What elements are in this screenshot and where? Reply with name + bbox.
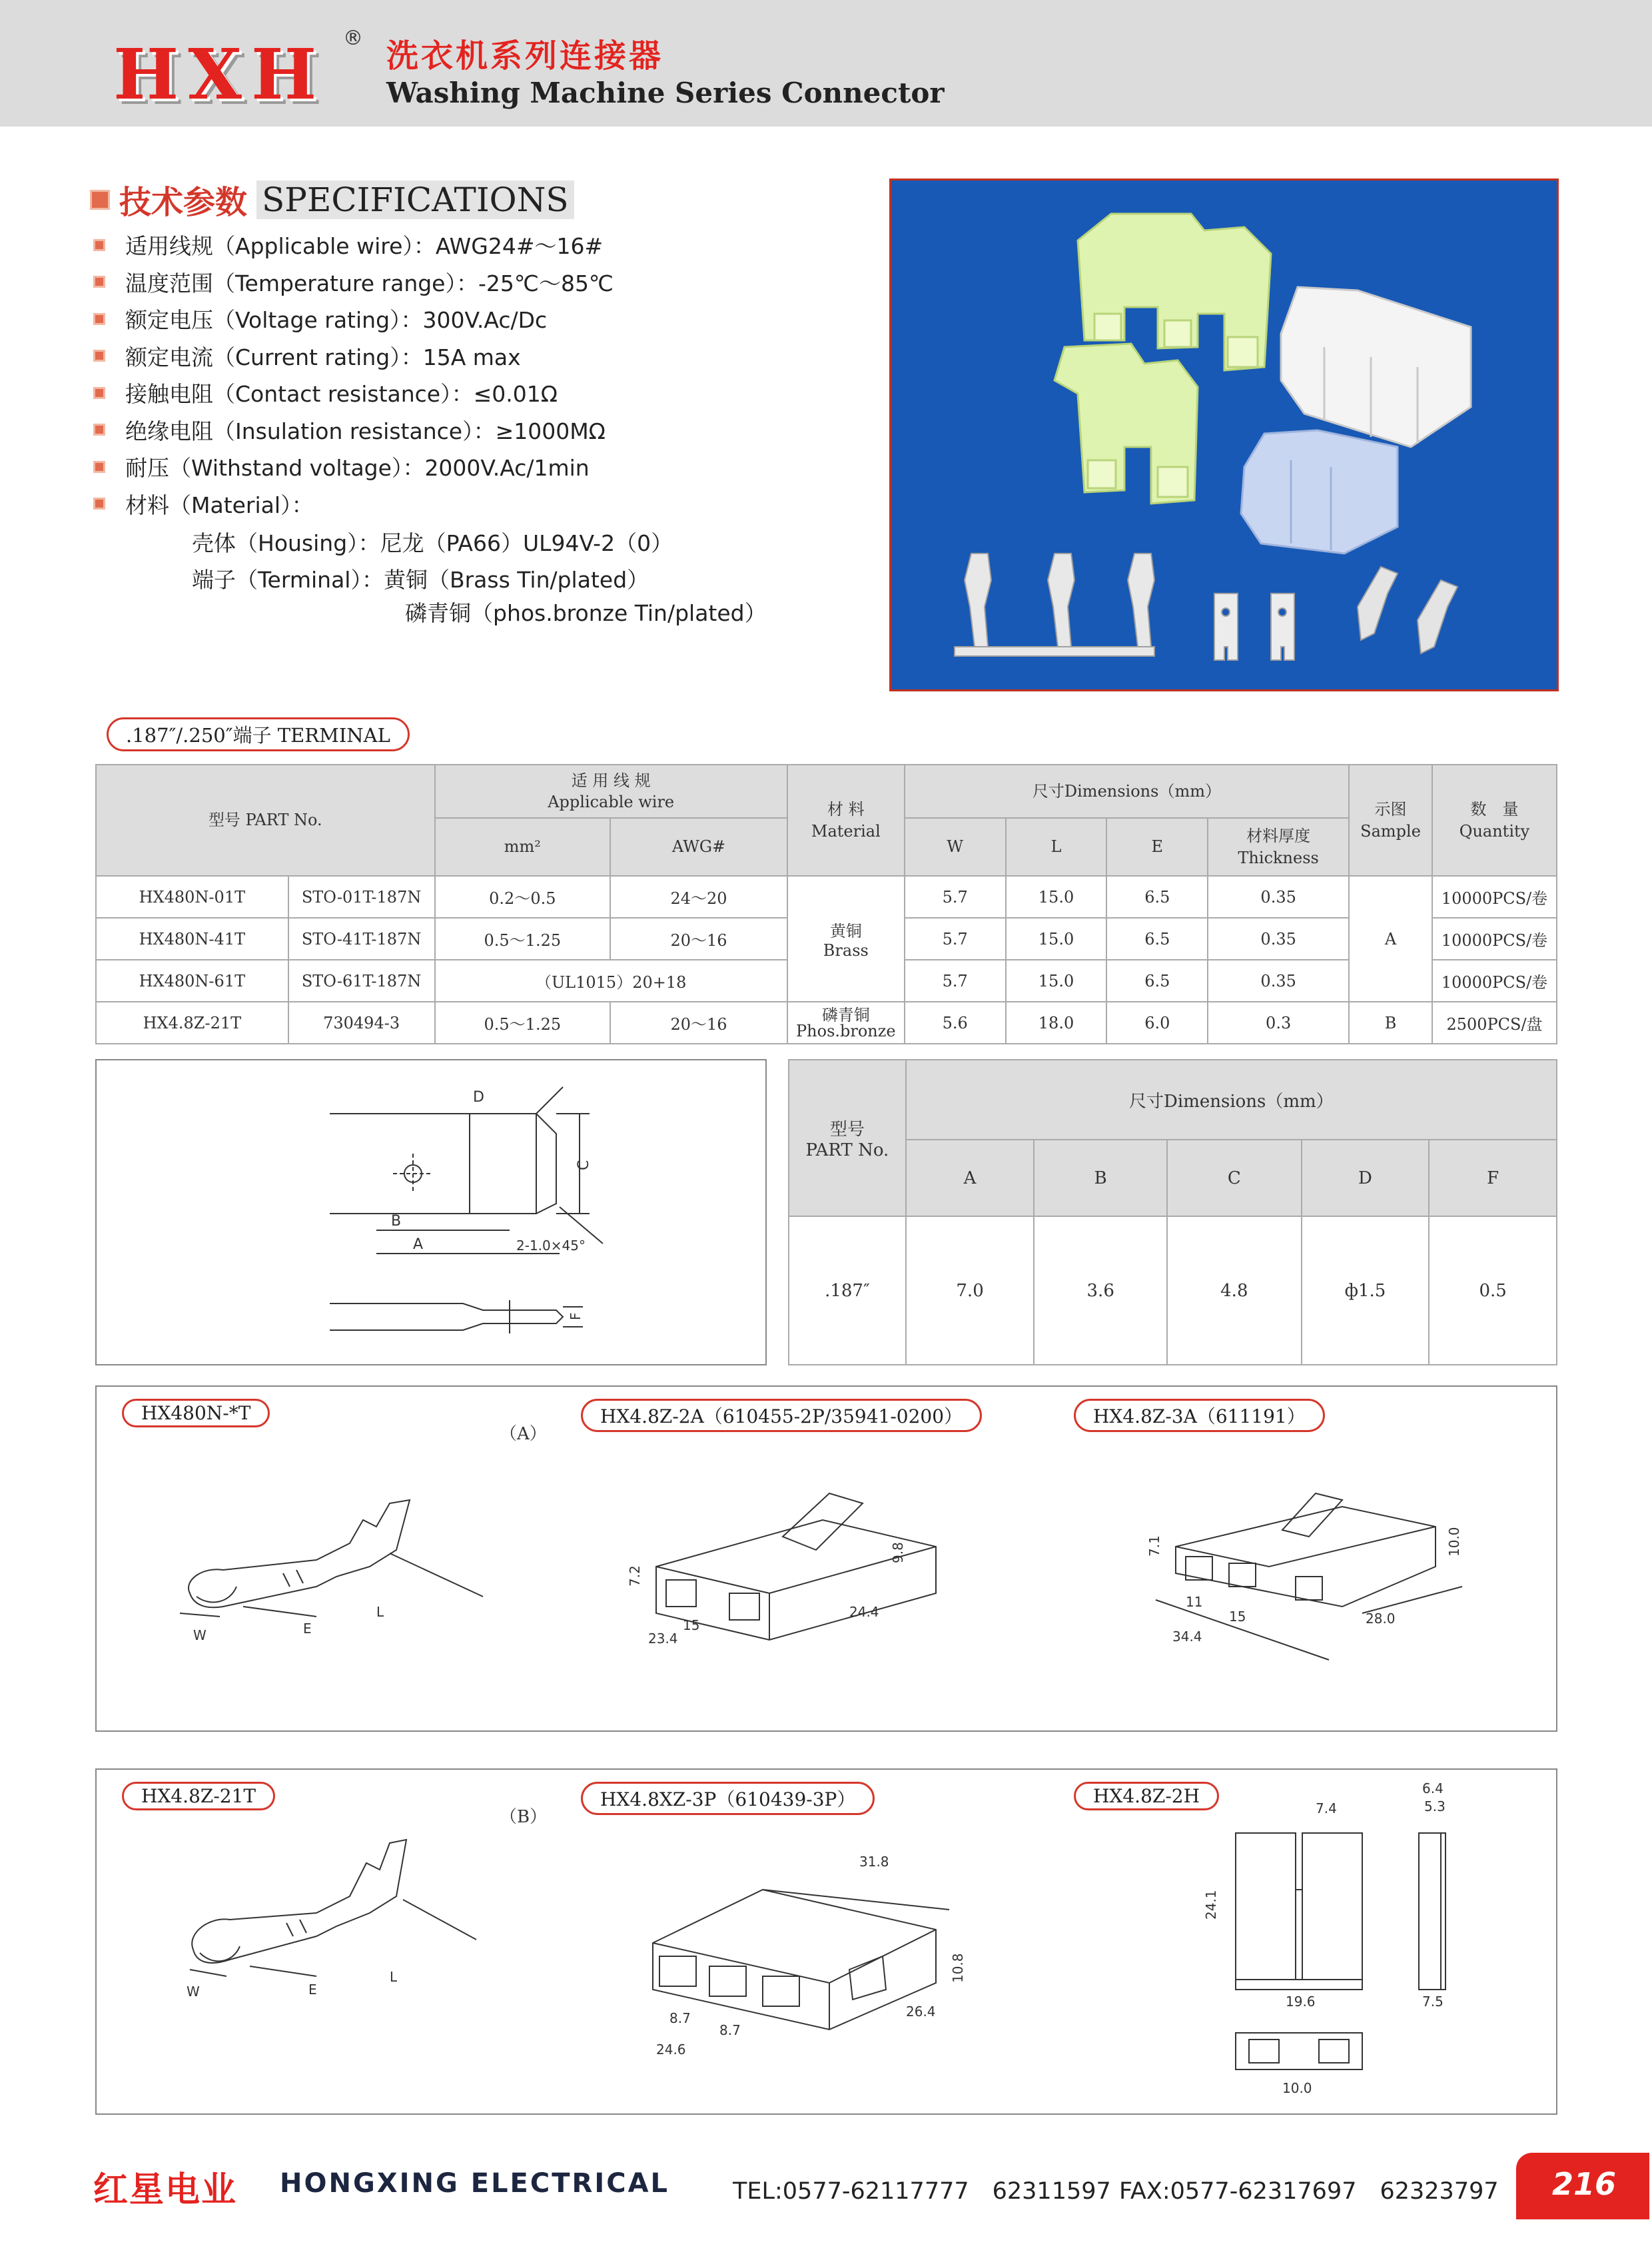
dim-3a-h: 7.1 [1146,1535,1162,1557]
table-row: HX480N-01T STO-01T-187N 0.2～0.5 24～20 黄铜 Brass 5.7 15.0 6.5 0.35 A 10000PCS/卷 [96,876,1557,918]
label-hx48z-2h: HX4.8Z-2H [1074,1782,1219,1810]
spec-housing: 壳体（Housing）：尼龙（PA66）UL94V-2（0） [192,530,673,556]
white-3p-housing-image [1281,287,1471,447]
spec-row [93,264,614,301]
dim-c: C [576,1160,592,1170]
spec-list [93,226,614,522]
dim-t-e: E [303,1621,312,1637]
spec-text: 耐压（Withstand voltage）：2000V.Ac/1min [125,455,590,482]
spec-row [93,338,614,375]
dim-3p-pitch1: 8.7 [669,2010,691,2026]
spec-text: 绝缘电阻（Insulation resistance）：≥1000MΩ [125,418,606,444]
col-thickness: 材料厚度 Thickness [1208,818,1349,876]
dim-2h-depth: 7.5 [1422,1994,1444,2010]
dim-tb-e: E [308,1982,317,1998]
dim-2h-top: 7.4 [1316,1800,1337,1816]
telephone: TEL:0577-62117777 62311597 [733,2178,1111,2205]
registered-mark: ® [343,27,363,50]
dim-3a-width: 34.4 [1172,1629,1202,1645]
col-mm2: mm² [435,818,611,876]
receptacle-terminal-image [1358,567,1457,653]
table-row: HX4.8Z-21T 730494-3 0.5～1.25 20～16 磷青铜 Phos.bronze 5.6 18.0 6.0 0.3 B 2500PCS/盘 [96,1002,1557,1044]
bullet-square-icon [93,387,105,399]
terminal-strip-image [955,554,1154,656]
tab-drawing-panel [95,1059,767,1365]
bullet-square-icon [93,313,105,325]
dim-3a-pitch: 11 [1186,1594,1203,1610]
bullet-square-icon [93,239,105,251]
col-applicable-wire: 适 用 线 规 Applicable wire [435,765,787,818]
dim-2h-width: 19.6 [1286,1994,1316,2010]
dim-3a-height: 10.0 [1446,1527,1462,1557]
dim-2a-pitch: 15 [683,1617,700,1633]
panel-b-drawings [97,1770,1559,2116]
col-quantity: 数 量 Quantity [1432,765,1557,876]
dim-3p-depth: 26.4 [906,2004,936,2020]
panel-a [95,1385,1557,1732]
dimension-table: 型号 PART No. 尺寸Dimensions（mm） A B C D F .187″ 7.0 3.6 4.8 ф1.5 0.5 [788,1059,1557,1365]
label-hx48z-21t: HX4.8Z-21T [122,1782,275,1810]
company-name-en: HONGXING ELECTRICAL [280,2168,670,2199]
col-material: 材 料 Material [787,765,905,876]
sample-a: A [1349,876,1432,1002]
sample-b: B [1349,1002,1432,1044]
dim-3p-height: 10.8 [950,1953,966,1983]
spec-text: 适用线规（Applicable wire）：AWG24#～16# [125,233,604,260]
spec-row [93,226,614,264]
terminal-table [95,764,1557,1044]
material-brass: 黄铜 Brass [787,876,905,1002]
label-hx48z-3a: HX4.8Z-3A（611191） [1074,1399,1325,1432]
product-photo [889,179,1559,691]
label-hx480n: HX480N-*T [122,1399,270,1427]
brand-logo: HXH [113,33,326,115]
page-title-en: Washing Machine Series Connector [386,77,945,109]
spec-text: 材料（Material）： [125,492,314,518]
table-row: HX480N-61T STO-61T-187N （UL1015）20+18 5.7 15.0 6.5 0.35 10000PCS/卷 [96,960,1557,1002]
product-photo-illustration [891,181,1559,691]
dim-chamfer: 2-1.0×45° [516,1238,586,1254]
dim-2a-h: 7.2 [627,1565,643,1587]
terminal-section-label: .187″/.250″端子 TERMINAL [107,717,410,751]
dim-2h-side: 6.4 [1422,1780,1444,1796]
spec-title-en: SPECIFICATIONS [256,181,574,219]
dim-3a-length: 28.0 [1366,1611,1396,1627]
spec-terminal-2: 磷青铜（phos.bronze Tin/plated） [405,600,767,626]
dim-f: F [568,1312,584,1320]
col-w: W [905,818,1006,876]
material-phos-bronze: 磷青铜 Phos.bronze [787,1002,905,1044]
spec-row [93,300,614,338]
col-sample: 示图 Sample [1349,765,1432,876]
bullet-square-icon [93,276,105,288]
dim-2h-height: 24.1 [1203,1890,1219,1920]
dim-b: B [391,1213,402,1230]
dim-3p-length: 31.8 [859,1854,889,1870]
panel-a-drawings [97,1387,1559,1733]
spec-row [93,374,614,412]
spec-row [93,448,614,486]
col-dimensions: 尺寸Dimensions（mm） [906,1060,1557,1140]
panel-b-mark: （B） [500,1807,548,1827]
page-number: 216 [1552,2166,1617,2202]
dim-d: D [473,1089,484,1106]
dim-2h-side2: 5.3 [1424,1798,1446,1814]
dim-2h-bottom: 10.0 [1282,2080,1312,2096]
tab-drawing [97,1060,768,1367]
bullet-square-icon [93,461,105,473]
col-awg: AWG# [610,818,787,876]
col-dimensions: 尺寸Dimensions（mm） [905,765,1349,818]
dim-tb-w: W [187,1984,200,2000]
panel-a-mark: （A） [500,1424,547,1444]
panel-b [95,1768,1557,2115]
spec-terminal: 端子（Terminal）：黄铜（Brass Tin/plated） [192,567,649,593]
spec-row [93,412,614,449]
label-hx48xz-3p: HX4.8XZ-3P（610439-3P） [581,1782,875,1815]
bullet-square-icon [93,498,105,510]
dim-t-l: L [376,1604,384,1620]
col-l: L [1006,818,1107,876]
bullet-square-icon [93,424,105,436]
spec-text: 额定电流（Current rating）：15A max [125,344,521,370]
page-title-cn: 洗衣机系列连接器 [386,37,664,75]
dim-t-w: W [193,1627,206,1643]
green-2p-housing-image [1054,344,1198,504]
bullet-square-icon [93,350,105,362]
tab-terminal-image [1214,593,1294,660]
dim-3p-width: 24.6 [656,2042,686,2057]
col-part-no: 型号 PART No. [96,765,435,876]
dim-3a-pitch2: 15 [1229,1609,1246,1625]
fax: FAX:0577-62317697 62323797 [1119,2178,1499,2205]
spec-row [93,486,614,523]
clear-2p-housing-image [1241,430,1398,554]
spec-title-cn: 技术参数 [119,184,248,221]
spec-text: 温度范围（Temperature range）：-25℃～85℃ [125,270,614,296]
col-part: 型号 PART No. [789,1060,906,1216]
table-row: HX480N-41T STO-41T-187N 0.5～1.25 20～16 5.7 15.0 6.5 0.35 10000PCS/卷 [96,918,1557,960]
company-name-cn: 红星电业 [93,2170,238,2210]
dim-tb-l: L [390,1969,398,1985]
bullet-square-icon [90,190,110,210]
specifications-heading [90,177,574,222]
dim-2a-height: 9.8 [890,1542,906,1563]
spec-text: 接触电阻（Contact resistance）：≤0.01Ω [125,381,558,408]
label-hx48z-2a: HX4.8Z-2A（610455-2P/35941-0200） [581,1399,982,1432]
dim-2a-width: 23.4 [648,1631,678,1647]
dim-3p-pitch2: 8.7 [719,2022,741,2038]
dim-a: A [413,1236,424,1253]
table-row: .187″ 7.0 3.6 4.8 ф1.5 0.5 [789,1216,1557,1365]
spec-text: 额定电压（Voltage rating）：300V.Ac/Dc [125,307,548,334]
col-e: E [1106,818,1208,876]
dim-2a-length: 24.4 [849,1604,879,1620]
